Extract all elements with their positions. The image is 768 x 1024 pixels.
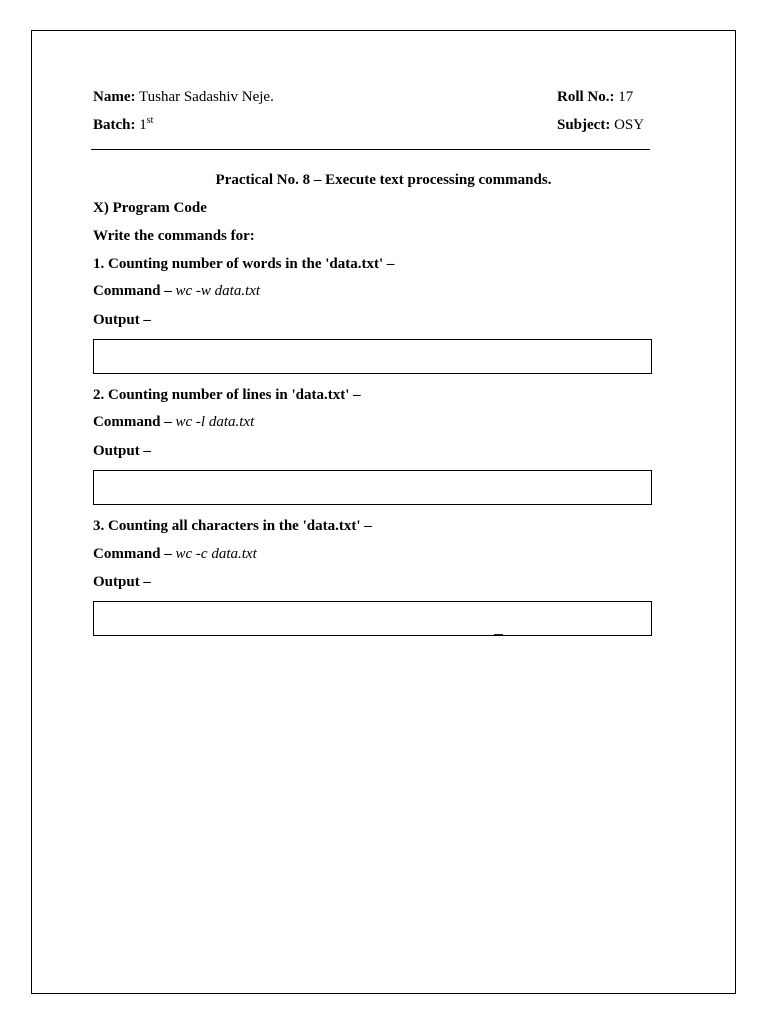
terminal-path	[348, 635, 466, 636]
terminal-colon	[339, 504, 347, 505]
batch-value: 1	[139, 117, 147, 133]
command-line	[93, 545, 257, 563]
batch	[93, 116, 153, 134]
subject-value: OSY	[614, 117, 645, 133]
command-label: Command –	[93, 283, 172, 299]
intro-text: Write the commands for:	[93, 228, 255, 244]
name-label: Name:	[93, 89, 136, 105]
task-heading: 2. Counting number of lines in 'data.txt' –	[93, 387, 361, 403]
terminal-cursor	[494, 634, 503, 635]
output-label: Output –	[93, 443, 151, 459]
roll-label: Roll No.:	[557, 89, 615, 105]
roll-number	[557, 88, 633, 106]
practical-title: Practical No. 8 – Execute text processing commands.	[215, 172, 552, 188]
section-heading: X) Program Code	[93, 200, 207, 216]
subject-label: Subject:	[557, 117, 611, 133]
batch-superscript: st	[146, 115, 154, 126]
command-label: Command –	[93, 546, 172, 562]
batch-label: Batch:	[93, 117, 136, 133]
command-label: Command –	[93, 414, 172, 430]
task-heading: 3. Counting all characters in the 'data.txt' –	[93, 518, 372, 534]
terminal-prompt-line	[95, 504, 651, 505]
terminal-prompt-line	[95, 635, 651, 636]
terminal-output	[93, 470, 652, 505]
command-line	[93, 282, 260, 300]
terminal-path	[348, 373, 466, 374]
output-label: Output –	[93, 574, 151, 590]
terminal-command	[466, 635, 601, 636]
task-heading: 1. Counting number of words in the 'data.txt' –	[93, 256, 395, 272]
name-value: Tushar Sadashiv Neje.	[138, 89, 274, 105]
terminal-user-host	[95, 635, 339, 636]
terminal-command	[466, 504, 601, 505]
command-text: wc -c data.txt	[175, 546, 257, 562]
subject	[557, 116, 644, 134]
terminal-output	[93, 601, 652, 636]
output-label: Output –	[93, 312, 151, 328]
command-line	[93, 413, 254, 431]
roll-value: 17	[618, 89, 634, 105]
student-name	[93, 88, 274, 106]
terminal-colon	[339, 635, 347, 636]
terminal-path	[348, 504, 466, 505]
command-text: wc -w data.txt	[175, 283, 261, 299]
terminal-user-host	[95, 373, 339, 374]
command-text: wc -l data.txt	[175, 414, 255, 430]
terminal-output	[93, 339, 652, 374]
terminal-colon	[339, 373, 347, 374]
terminal-user-host	[95, 504, 339, 505]
header-divider	[91, 149, 650, 150]
terminal-command	[466, 373, 601, 374]
terminal-prompt-line	[95, 373, 651, 374]
